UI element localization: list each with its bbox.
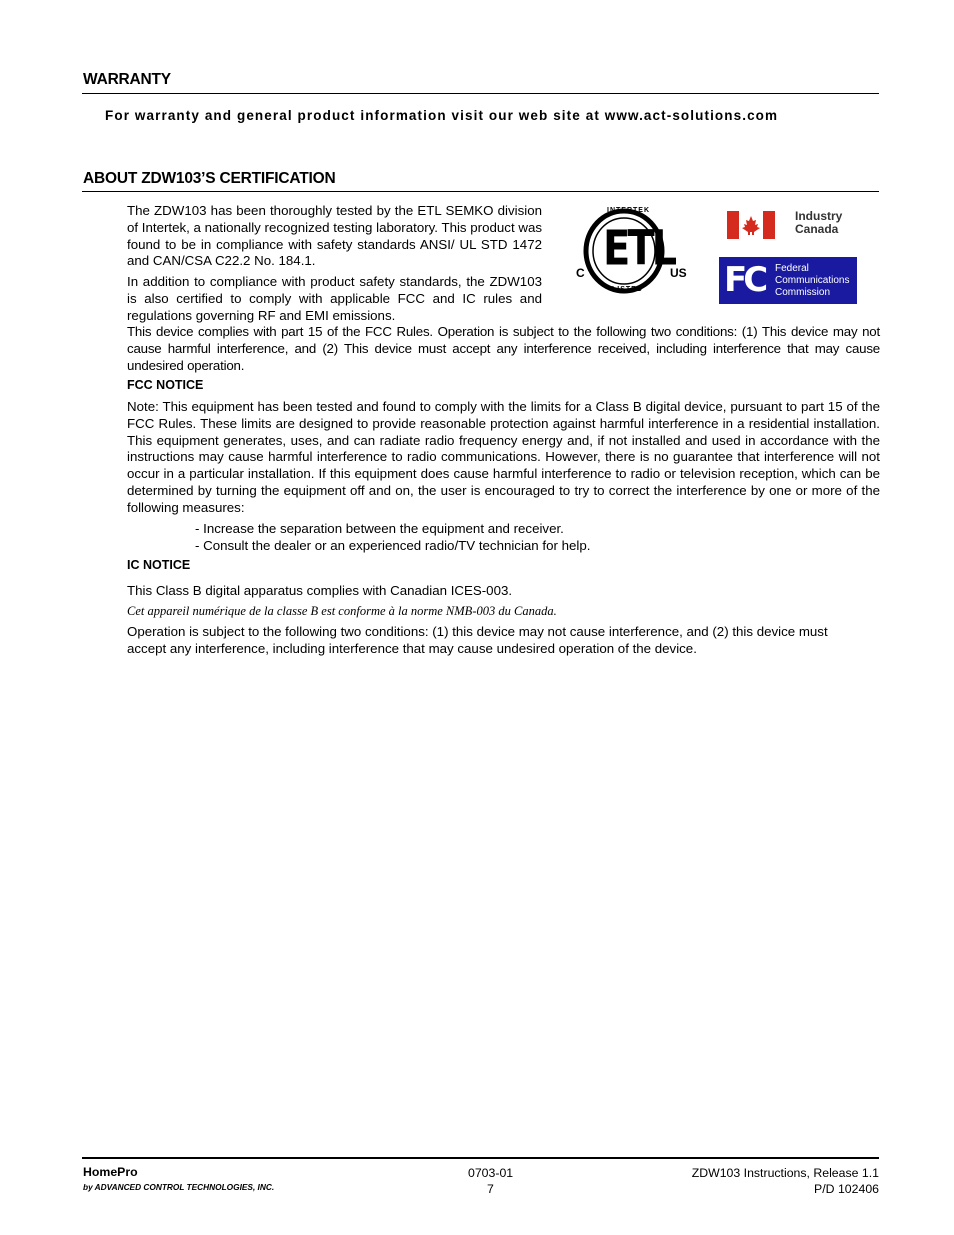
fcc-line1: Federal	[775, 263, 809, 274]
etl-top-label: INTERTEK	[607, 207, 650, 214]
footer-brand: HomePro	[83, 1165, 138, 1179]
ic-notice-text-fr: Cet appareil numérique de la classe B est conforme à la norme NMB-003 du Canada.	[127, 604, 557, 618]
footer-part-number: P/D 102406	[814, 1182, 879, 1196]
fcc-mark-icon: FC	[724, 260, 765, 300]
footer-page-number: 7	[487, 1182, 494, 1196]
canada-flag-icon	[727, 211, 775, 239]
warranty-text: For warranty and general product information visit our web site at www.act-solutions.com	[105, 108, 779, 123]
etl-listed-logo	[576, 204, 696, 298]
ic-notice-heading: IC NOTICE	[127, 558, 191, 572]
fcc-line3: Commission	[775, 287, 831, 298]
etl-us-label: US	[670, 266, 687, 280]
footer-code: 0703-01	[468, 1166, 514, 1180]
fcc-measure-2: - Consult the dealer or an experienced radio/TV technician for help.	[195, 538, 591, 553]
footer-doc-title: ZDW103 Instructions, Release 1.1	[691, 1166, 879, 1180]
warranty-rule	[82, 93, 879, 94]
warranty-heading: WARRANTY	[83, 71, 171, 88]
etl-bottom-label: LISTED	[612, 286, 643, 293]
ic-operation-text: Operation is subject to the following two conditions: (1) this device may not cause interference, and (2) this device must accept any interference, including interference that may cause undesired operation of the device.	[127, 624, 828, 656]
fcc-notice-heading: FCC NOTICE	[127, 378, 204, 392]
fcc-logo	[719, 257, 857, 304]
fcc-line2: Communications	[775, 275, 850, 286]
industry-canada-logo	[727, 209, 852, 241]
part15-statement: This device complies with part 15 of the FCC Rules. Operation is subject to the following two conditions: (1) This device may not cause harmful interference, and (2) This device must accept any interference received, including interference that may cause undesired operation.	[127, 324, 880, 373]
footer-rule	[82, 1157, 879, 1159]
certification-intro-2: In addition to compliance with product safety standards, the ZDW103 is also certified to comply with applicable FCC and IC rules and regulations governing RF and EMI emissions.	[127, 274, 542, 323]
etl-main-label: ETL	[603, 221, 675, 277]
footer-company: by ADVANCED CONTROL TECHNOLOGIES, INC.	[83, 1182, 275, 1192]
industry-canada-line1: Industry	[795, 209, 843, 223]
fcc-measure-1: - Increase the separation between the equipment and receiver.	[195, 521, 564, 536]
industry-canada-line2: Canada	[795, 222, 839, 236]
ic-notice-text-en: This Class B digital apparatus complies with Canadian ICES-003.	[127, 583, 513, 598]
certification-heading: ABOUT ZDW103’S CERTIFICATION	[83, 170, 336, 187]
fcc-notice-text: Note: This equipment has been tested and found to comply with the limits for a Class B digital device, pursuant to part 15 of the FCC Rules. These limits are designed to provide reasonable protection against harmful interference in a residential installation. This equipment generates, uses, and can radiate radio frequency energy and, if not installed and used in accordance with the instructions may cause harmful interference to radio communications. However, there is no guarantee that interference will not occur in a particular installation. If this equipment does cause harmful interference to radio or television reception, which can be determined by turning the equipment off and on, the user is encouraged to try to correct the interference by one or more of the following measures:	[127, 399, 880, 515]
certification-rule	[82, 191, 879, 192]
certification-intro-1: The ZDW103 has been thoroughly tested by the ETL SEMKO division of Intertek, a nationally recognized testing laboratory. This product was found to be in compliance with safety standards ANSI/ UL STD 1472 and CAN/CSA C22.2 No. 184.1.	[127, 203, 542, 269]
etl-c-label: C	[576, 266, 585, 280]
